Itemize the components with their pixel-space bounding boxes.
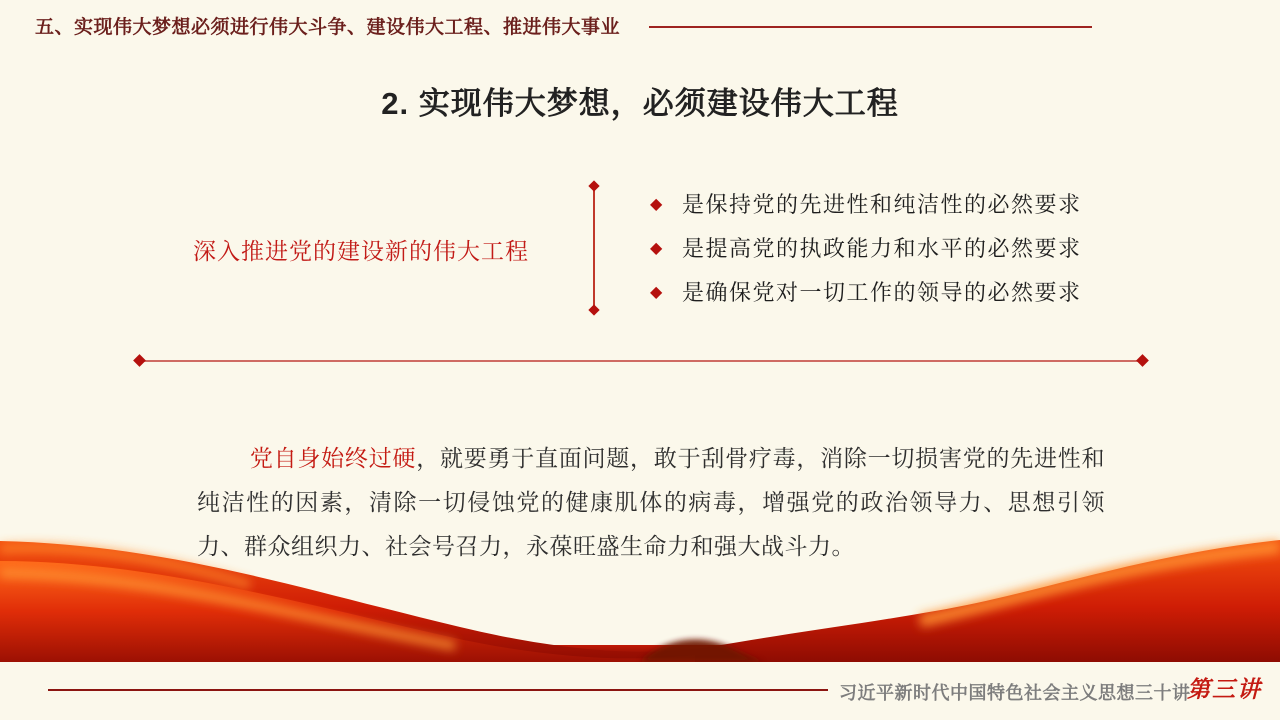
list-item [650,269,1082,313]
diamond-endpoint-icon [1136,354,1149,367]
red-ribbon-graphic [0,527,1280,662]
header-rule [649,26,1092,28]
diamond-endpoint-icon [588,180,599,191]
footer-rule [48,689,828,691]
diamond-bullet-icon: ◆ [650,193,663,213]
section-header: 五、实现伟大梦想必须进行伟大斗争、建设伟大工程、推进伟大事业 [35,17,621,38]
diamond-bullet-icon: ◆ [650,281,663,301]
list-item [650,181,1082,225]
bullet-text: 是保持党的先进性和纯洁性的必然要求 [682,191,1082,217]
list-item [650,225,1082,269]
paragraph-lead: 党自身始终过硬 [249,445,417,471]
paragraph-rest: ，就要勇于直面问题，敢于刮骨疗毒，消除一切损害党的先进性和纯洁性的因素，清除一切侵蚀党的健康肌体的病毒，增强党的政治领导力、思想引领力、群众组织力、社会号召力，永葆旺盛生命力和强大战斗力。 [197,445,1106,559]
vertical-divider [593,190,595,307]
bullet-list [650,181,1082,313]
bullet-text: 是提高党的执政能力和水平的必然要求 [682,235,1082,261]
footer-lecture-number: 第三讲 [1187,676,1262,703]
feature-label: 深入推进党的建设新的伟大工程 [193,238,529,264]
diamond-endpoint-icon [588,304,599,315]
bullet-text: 是确保党对一切工作的领导的必然要求 [682,279,1082,305]
slide-title: 2. 实现伟大梦想，必须建设伟大工程 [381,86,899,121]
horizontal-divider [139,360,1140,362]
diamond-bullet-icon: ◆ [650,237,663,257]
footer-series-title: 习近平新时代中国特色社会主义思想三十讲 [839,683,1191,703]
diamond-endpoint-icon [133,354,146,367]
